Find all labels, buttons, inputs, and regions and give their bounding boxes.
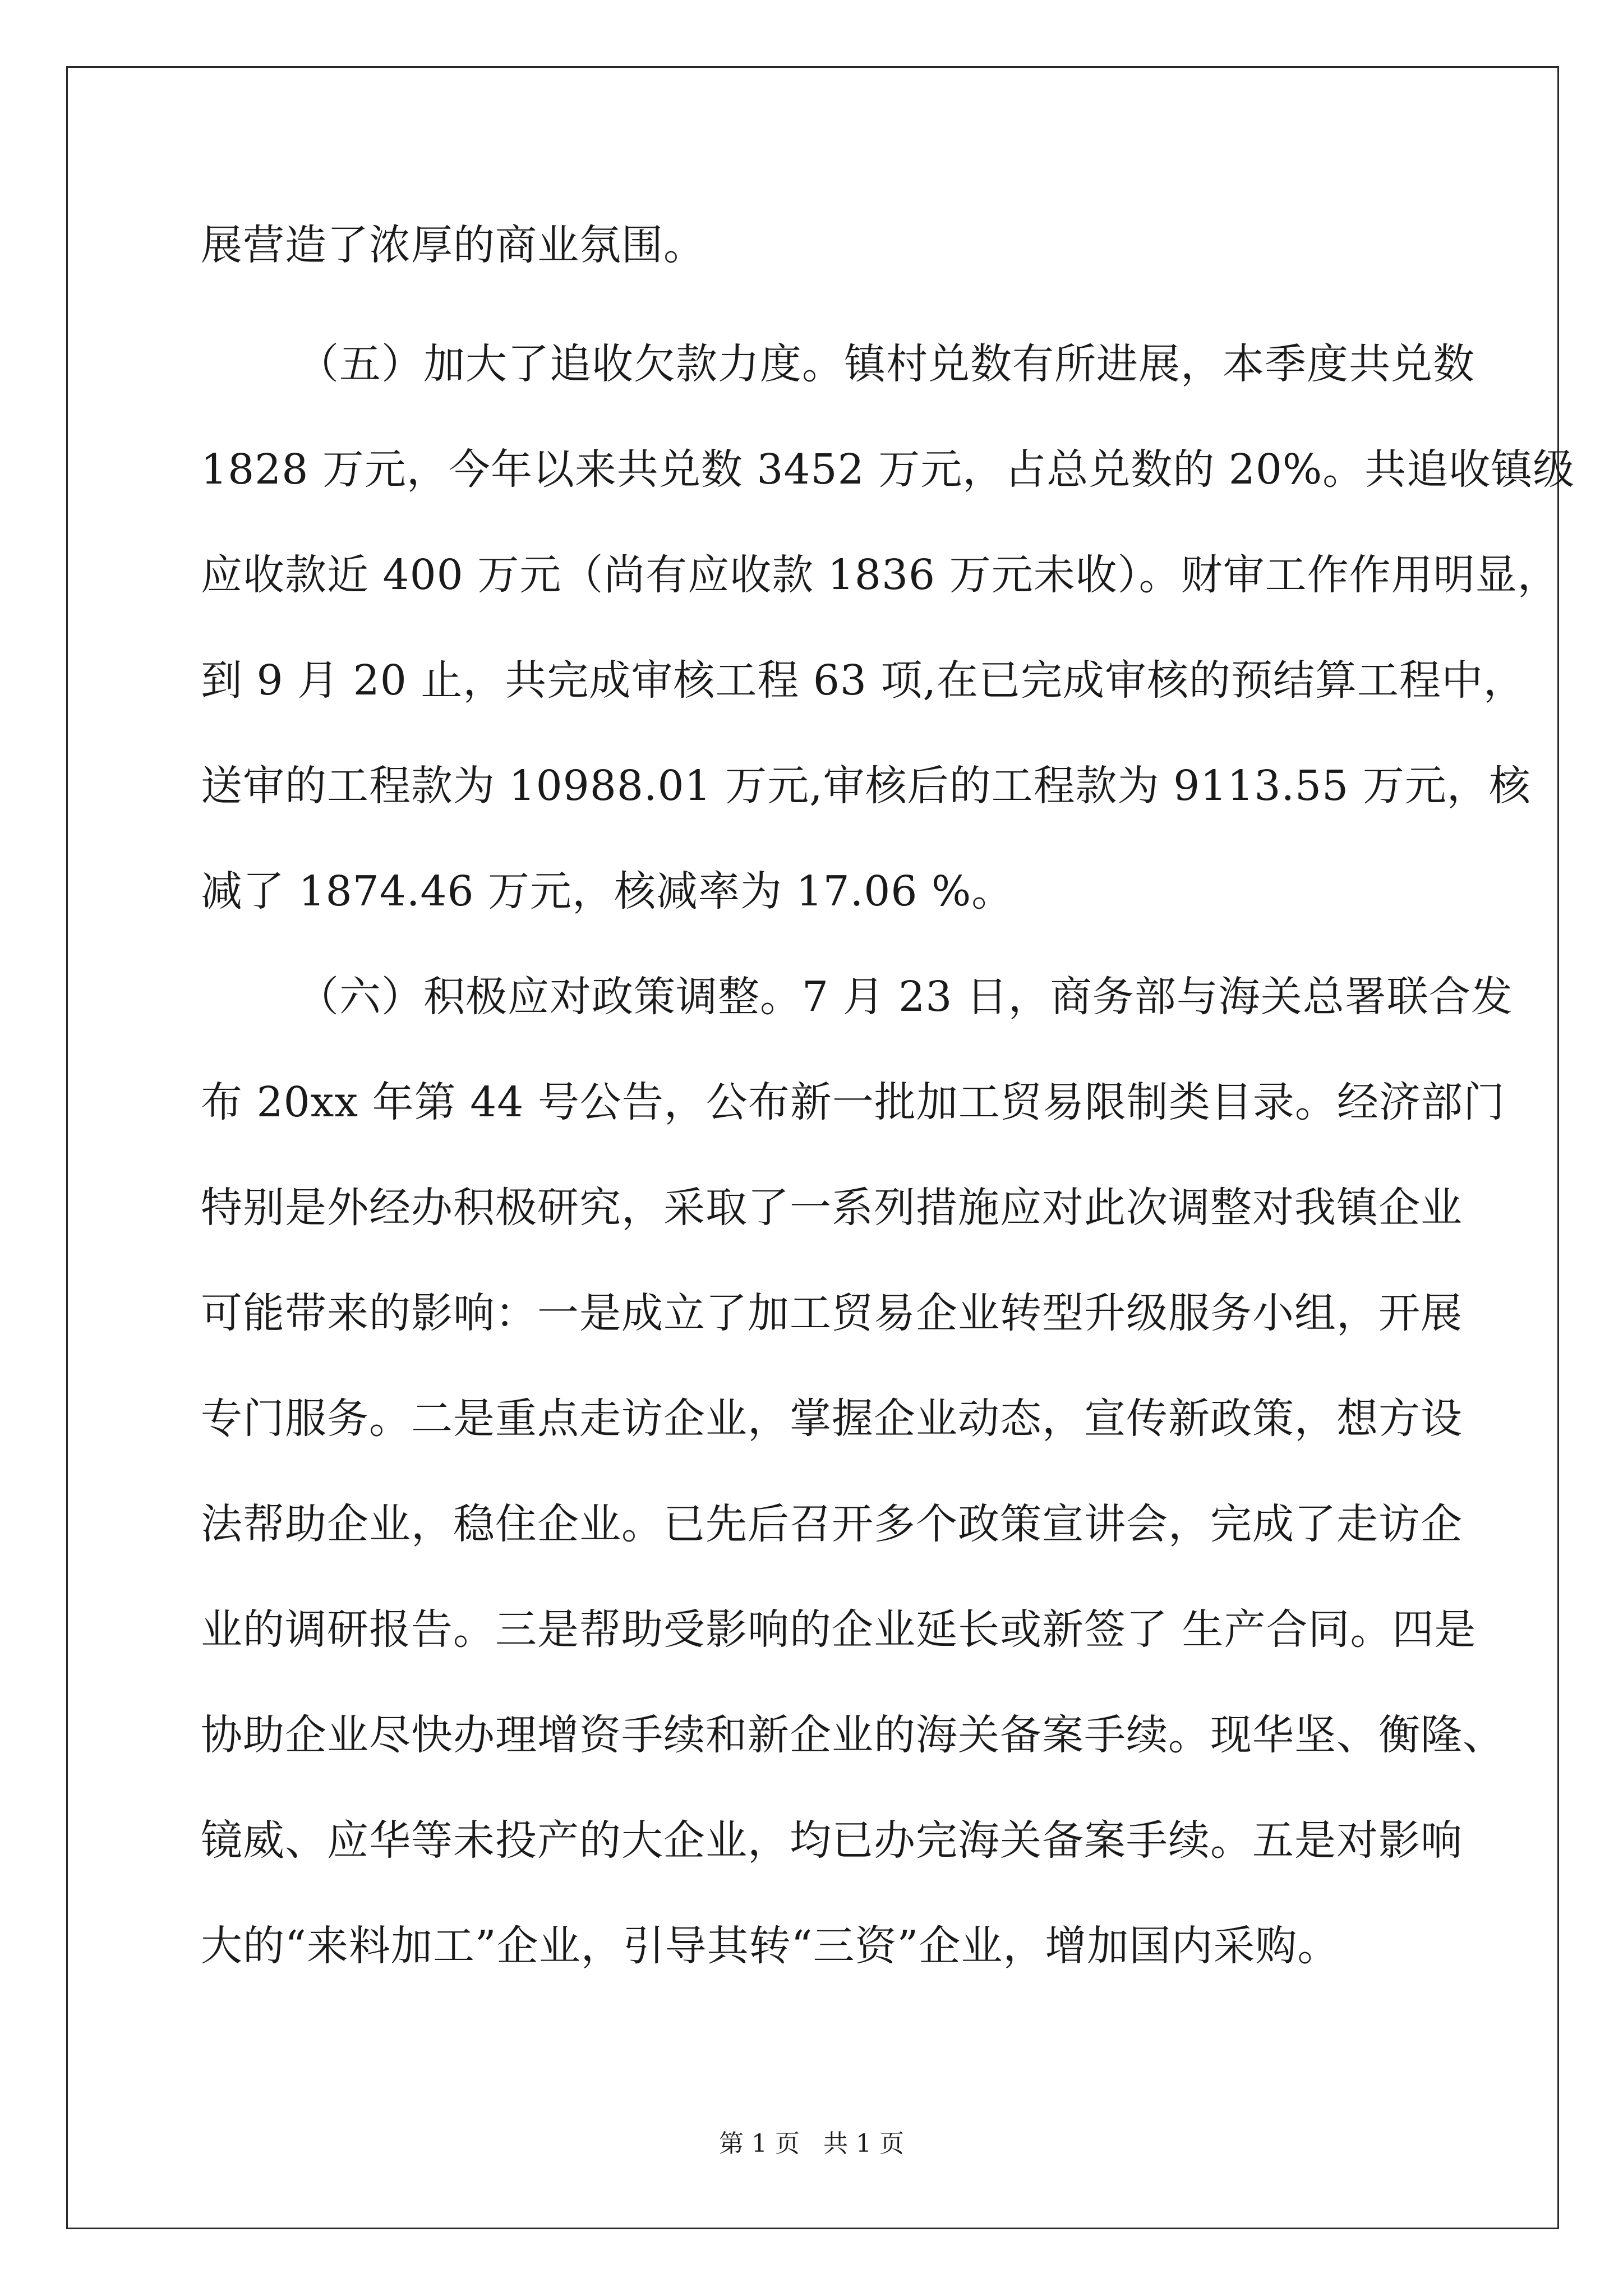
text-line-10: 特别是外经办积极研究，采取了一系列措施应对此次调整对我镇企业 — [201, 1184, 1463, 1232]
text-line-3: 1828 万元，今年以来共兑数 3452 万元，占总兑数的 20%。共追收镇级 — [201, 445, 1575, 494]
text-line-7: 减了 1874.46 万元，核减率为 17.06 %。 — [201, 867, 1014, 915]
text-line-13: 法帮助企业，稳住企业。已先后召开多个政策宣讲会，完成了走访企 — [201, 1500, 1463, 1548]
text-line-4: 应收款近 400 万元（尚有应收款 1836 万元未收）。财审工作作用明显， — [201, 551, 1560, 599]
page-border — [66, 66, 1559, 2229]
text-line-15: 协助企业尽快办理增资手续和新企业的海关备案手续。现华坚、衡隆、 — [201, 1711, 1505, 1759]
text-line-8: （六）积极应对政策调整。7 月 23 日，商务部与海关总署联合发 — [297, 973, 1513, 1021]
text-line-6: 送审的工程款为 10988.01 万元,审核后的工程款为 9113.55 万元，核 — [201, 762, 1531, 810]
text-line-14: 业的调研报告。三是帮助受影响的企业延长或新签了 生产合同。四是 — [201, 1605, 1477, 1654]
text-line-16: 镜威、应华等未投产的大企业，均已办完海关备案手续。五是对影响 — [201, 1816, 1463, 1865]
text-line-9: 布 20xx 年第 44 号公告，公布新一批加工贸易限制类目录。经济部门 — [201, 1078, 1505, 1126]
text-line-5: 到 9 月 20 止，共完成审核工程 63 项,在已完成审核的预结算工程中， — [201, 656, 1526, 705]
text-line-11: 可能带来的影响：一是成立了加工贸易企业转型升级服务小组，开展 — [201, 1289, 1463, 1337]
text-line-2: （五）加大了追收欠款力度。镇村兑数有所进展，本季度共兑数 — [297, 340, 1475, 388]
text-line-1: 展营造了浓厚的商业氛围。 — [201, 221, 706, 269]
text-line-12: 专门服务。二是重点走访企业，掌握企业动态，宣传新政策，想方设 — [201, 1395, 1463, 1443]
page-footer: 第 1 页 共 1 页 — [719, 2129, 904, 2158]
text-line-17: 大的“来料加工”企业，引导其转“三资”企业，增加国内采购。 — [201, 1922, 1340, 1970]
